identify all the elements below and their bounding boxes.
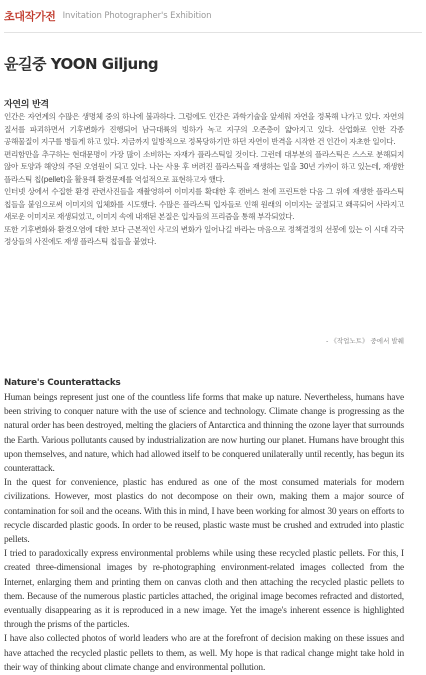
- korean-body: [4, 111, 404, 249]
- english-paragraph: I tried to paradoxically express environmental problems while using these recycled plastic pellets. For this, I created three-dimensional images by re-photographing environment-related images collected from the Internet, enlarging them and printing them on canvas cloth and then attaching the recycled plastic pellets to them. Because of the numerous plastic particles attached, the original image becomes refracted and distorted, eventually disappearing as it is reproduced in a new image. Yet the image's inherent essence is highlighted through the prisms of the particles.: [4, 549, 404, 631]
- korean-paragraph: 또한 기후변화와 환경오염에 대한 보다 근본적인 사고의 변화가 일어나길 바라는 마음으로 정책결정의 선봉에 있는 이 시대 각국 정상들의 사진에도 재생 플라스틱 칩들을 붙였다.: [4, 224, 404, 246]
- english-paragraph: In the quest for convenience, plastic has endured as one of the most consumed materials for modern civilizations. However, most plastics do not decompose on their own, making them a major source of contamination for soil and the oceans. With this in mind, I have been working for almost 30 years on efforts to recycle discarded plastic goods. In order to be reused, plastic waste must be crushed and extruded into plastic pellets.: [4, 478, 404, 546]
- english-title: Nature's Counterattacks: [4, 378, 121, 388]
- header-korean-label: 초대작가전: [4, 10, 56, 23]
- header-divider: [4, 32, 422, 33]
- english-body: [4, 391, 404, 675]
- korean-paragraph: 편리함만을 추구하는 현대문명이 가장 많이 소비하는 자재가 플라스틱일 것이다. 그런데 대부분의 플라스틱은 스스로 분해되지 않아 토양과 해양의 주된 오염원이 되고 있다. 나는 사용 후 버려진 플라스틱을 재생하는 일을 30년 가까이 하고 있는데, 재생한 플라스틱 칩(pellet)을 활용해 환경문제를 역설적으로 표현하고자 했다.: [4, 149, 404, 184]
- section-header: [4, 0, 406, 32]
- korean-title: 자연의 반격: [4, 100, 49, 110]
- artist-name: 윤길중 YOON Giljung: [4, 55, 159, 73]
- korean-paragraph: 인터넷 상에서 수집한 환경 관련사진들을 재촬영하여 이미지를 확대한 후 캔버스 천에 프린트한 다음 그 위에 재생한 플라스틱 칩들을 붙임으로써 이미지의 입체화를 시도했다. 수많은 플라스틱 입자들로 인해 원래의 이미지는 굴절되고 왜곡되어 사라지고 새로운 이미지로 재생되었고, 이미지 속에 내재된 본질은 입자들의 프리즘을 통해 부각되었다.: [4, 187, 404, 221]
- korean-source-note: - 《작업노트》 중에서 발췌: [325, 337, 404, 345]
- english-paragraph: Human beings represent just one of the countless life forms that make up nature. Nevertheless, humans have been striving to conquer nature with the use of science and technology. Climate change is progressing as the natural order has been destroyed, melting the glaciers of Antarctica and thinning the ozone layer that surrounds the Earth. Various pollutants caused by industrialization are now hurting our planet. Humans have brought this upon themselves, and nature, which had allowed itself to be conquered unilaterally until recently, has begun its counterattack.: [4, 393, 404, 475]
- korean-paragraph: 인간은 자연계의 수많은 생명체 중의 하나에 불과하다. 그럼에도 인간은 과학기술을 앞세워 자연을 정복해 나가고 있다. 자연의 질서를 파괴하면서 기후변화가 진행되어 남극대륙의 빙하가 녹고 지구의 오존층이 얇아지고 있다. 산업화로 인한 각종 공해물질이 지구를 병들게 하고 있다. 지금까지 일방적으로 정복당하기만 하던 자연이 반격을 시작한 건 인간이 자초한 일이다.: [4, 112, 404, 146]
- english-paragraph: I have also collected photos of world leaders who are at the forefront of decision making on these issues and have attached the recycled plastic pellets to them, as well. My hope is that radical change might take hold in their way of thinking about climate change and environmental pollution.: [4, 634, 404, 673]
- header-english-label: Invitation Photographer's Exhibition: [62, 11, 212, 21]
